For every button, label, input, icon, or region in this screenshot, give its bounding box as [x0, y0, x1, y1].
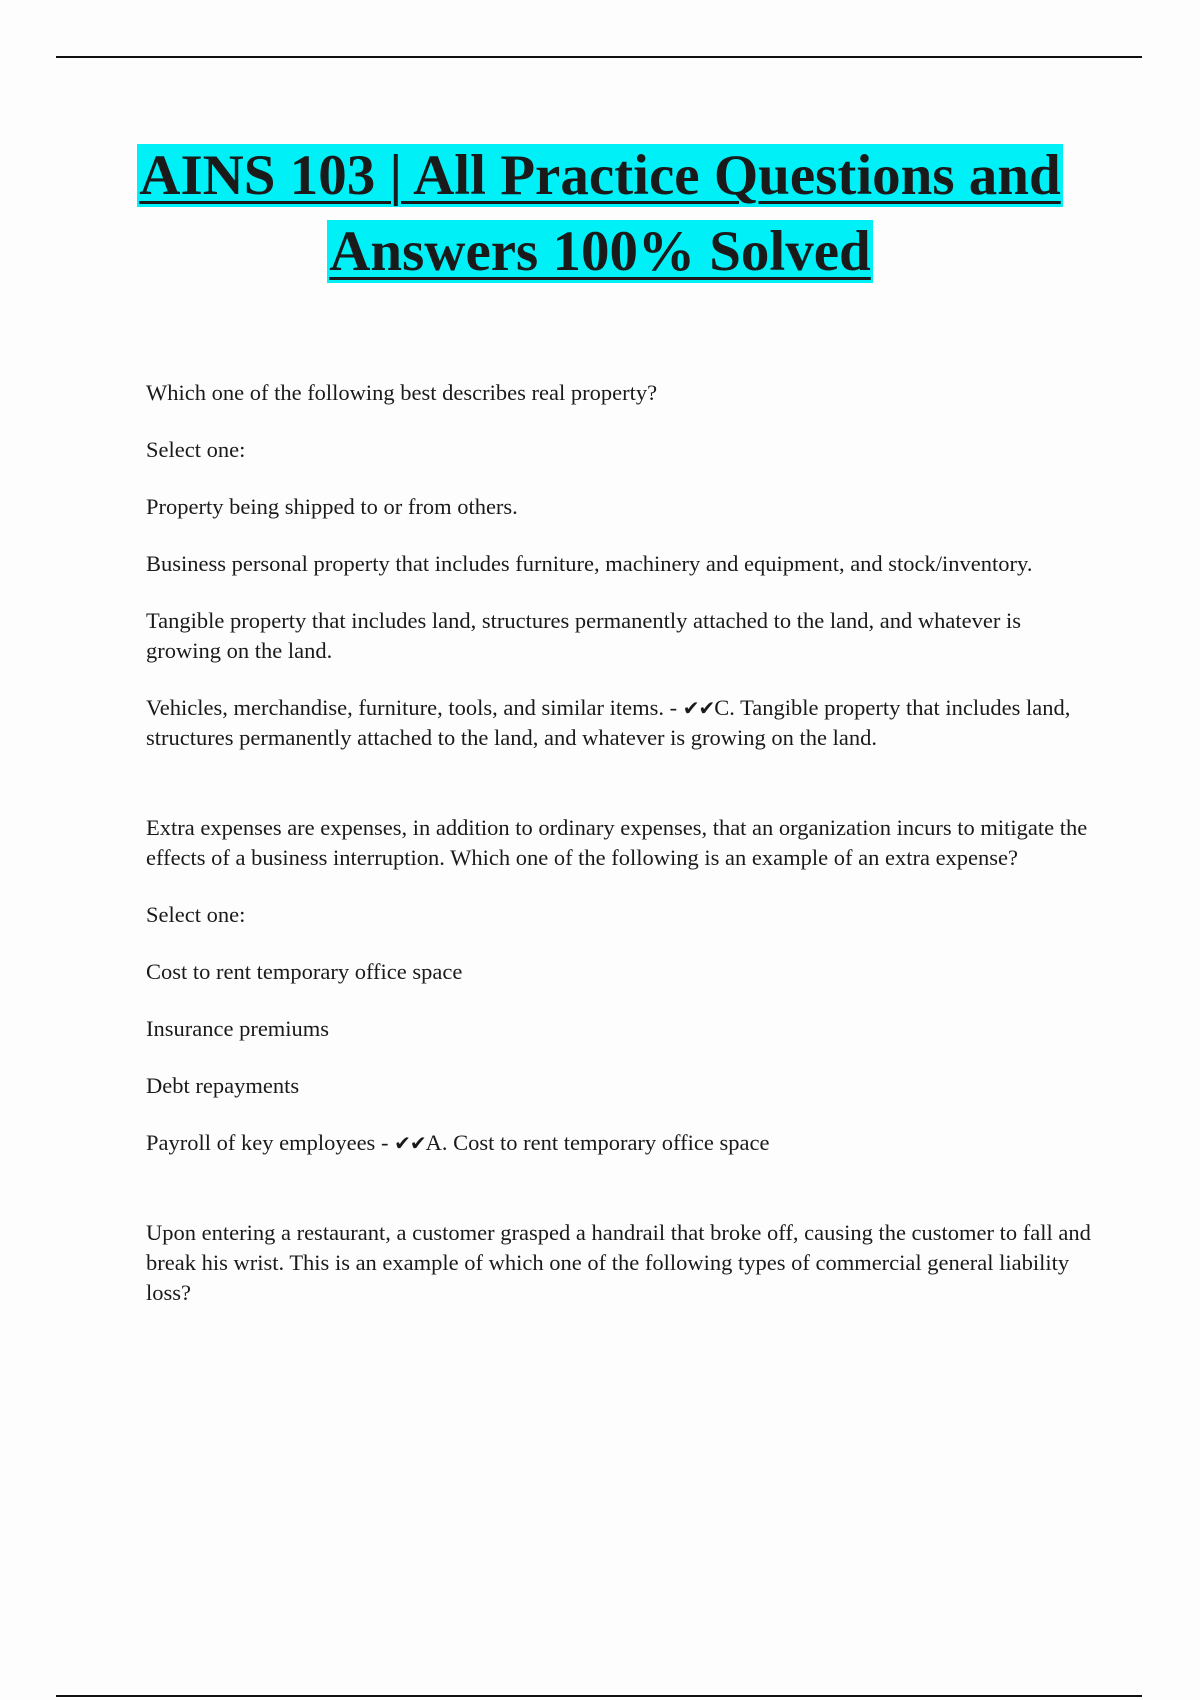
- option-d-with-answer: [146, 693, 1101, 753]
- check-mark-icon: ✔✔: [394, 1131, 426, 1155]
- top-rule: [56, 56, 1142, 58]
- check-mark-icon: ✔✔: [682, 696, 715, 720]
- question-1: [146, 378, 1101, 753]
- option-b: Insurance premiums: [146, 1016, 330, 1041]
- option-d: Vehicles, merchandise, furniture, tools, and similar items.: [146, 695, 664, 720]
- document-title-text: AINS 103 | All Practice Questions and Answers 100% Solved: [139, 144, 1061, 283]
- option-d-with-answer: [146, 1128, 1101, 1158]
- option-a: Property being shipped to or from others.: [146, 494, 518, 519]
- answer-separator: -: [664, 695, 683, 720]
- option-b: Business personal property that includes furniture, machinery and equipment, and stock/inventory.: [146, 551, 1033, 576]
- question-prompt: Which one of the following best describes real property?: [146, 380, 658, 405]
- option-c: Tangible property that includes land, structures permanently attached to the land, and whatever is growing on the land.: [146, 608, 1022, 663]
- questions-body: [146, 378, 1101, 1335]
- select-label: Select one:: [146, 902, 246, 927]
- select-label: Select one:: [146, 437, 246, 462]
- answer-text: A. Cost to rent temporary office space: [425, 1130, 770, 1155]
- question-prompt: Extra expenses are expenses, in addition to ordinary expenses, that an organization incurs to mitigate the effects of a business interruption. Which one of the following is an example of an extra expense?: [146, 815, 1088, 870]
- question-prompt: Upon entering a restaurant, a customer grasped a handrail that broke off, causing the customer to fall and break his wrist. This is an example of which one of the following types of commercial general liability loss?: [146, 1220, 1091, 1305]
- question-3: [146, 1218, 1101, 1308]
- option-d: Payroll of key employees: [146, 1130, 376, 1155]
- option-c: Debt repayments: [146, 1073, 300, 1098]
- bottom-rule: [56, 1695, 1142, 1697]
- question-2: [146, 813, 1101, 1158]
- document-title: [60, 138, 1140, 290]
- answer-separator: -: [375, 1130, 395, 1155]
- option-a: Cost to rent temporary office space: [146, 959, 463, 984]
- answer-text: C. Tangible property that includes land, structures permanently attached to the land, and whatever is growing on the land.: [146, 695, 1071, 750]
